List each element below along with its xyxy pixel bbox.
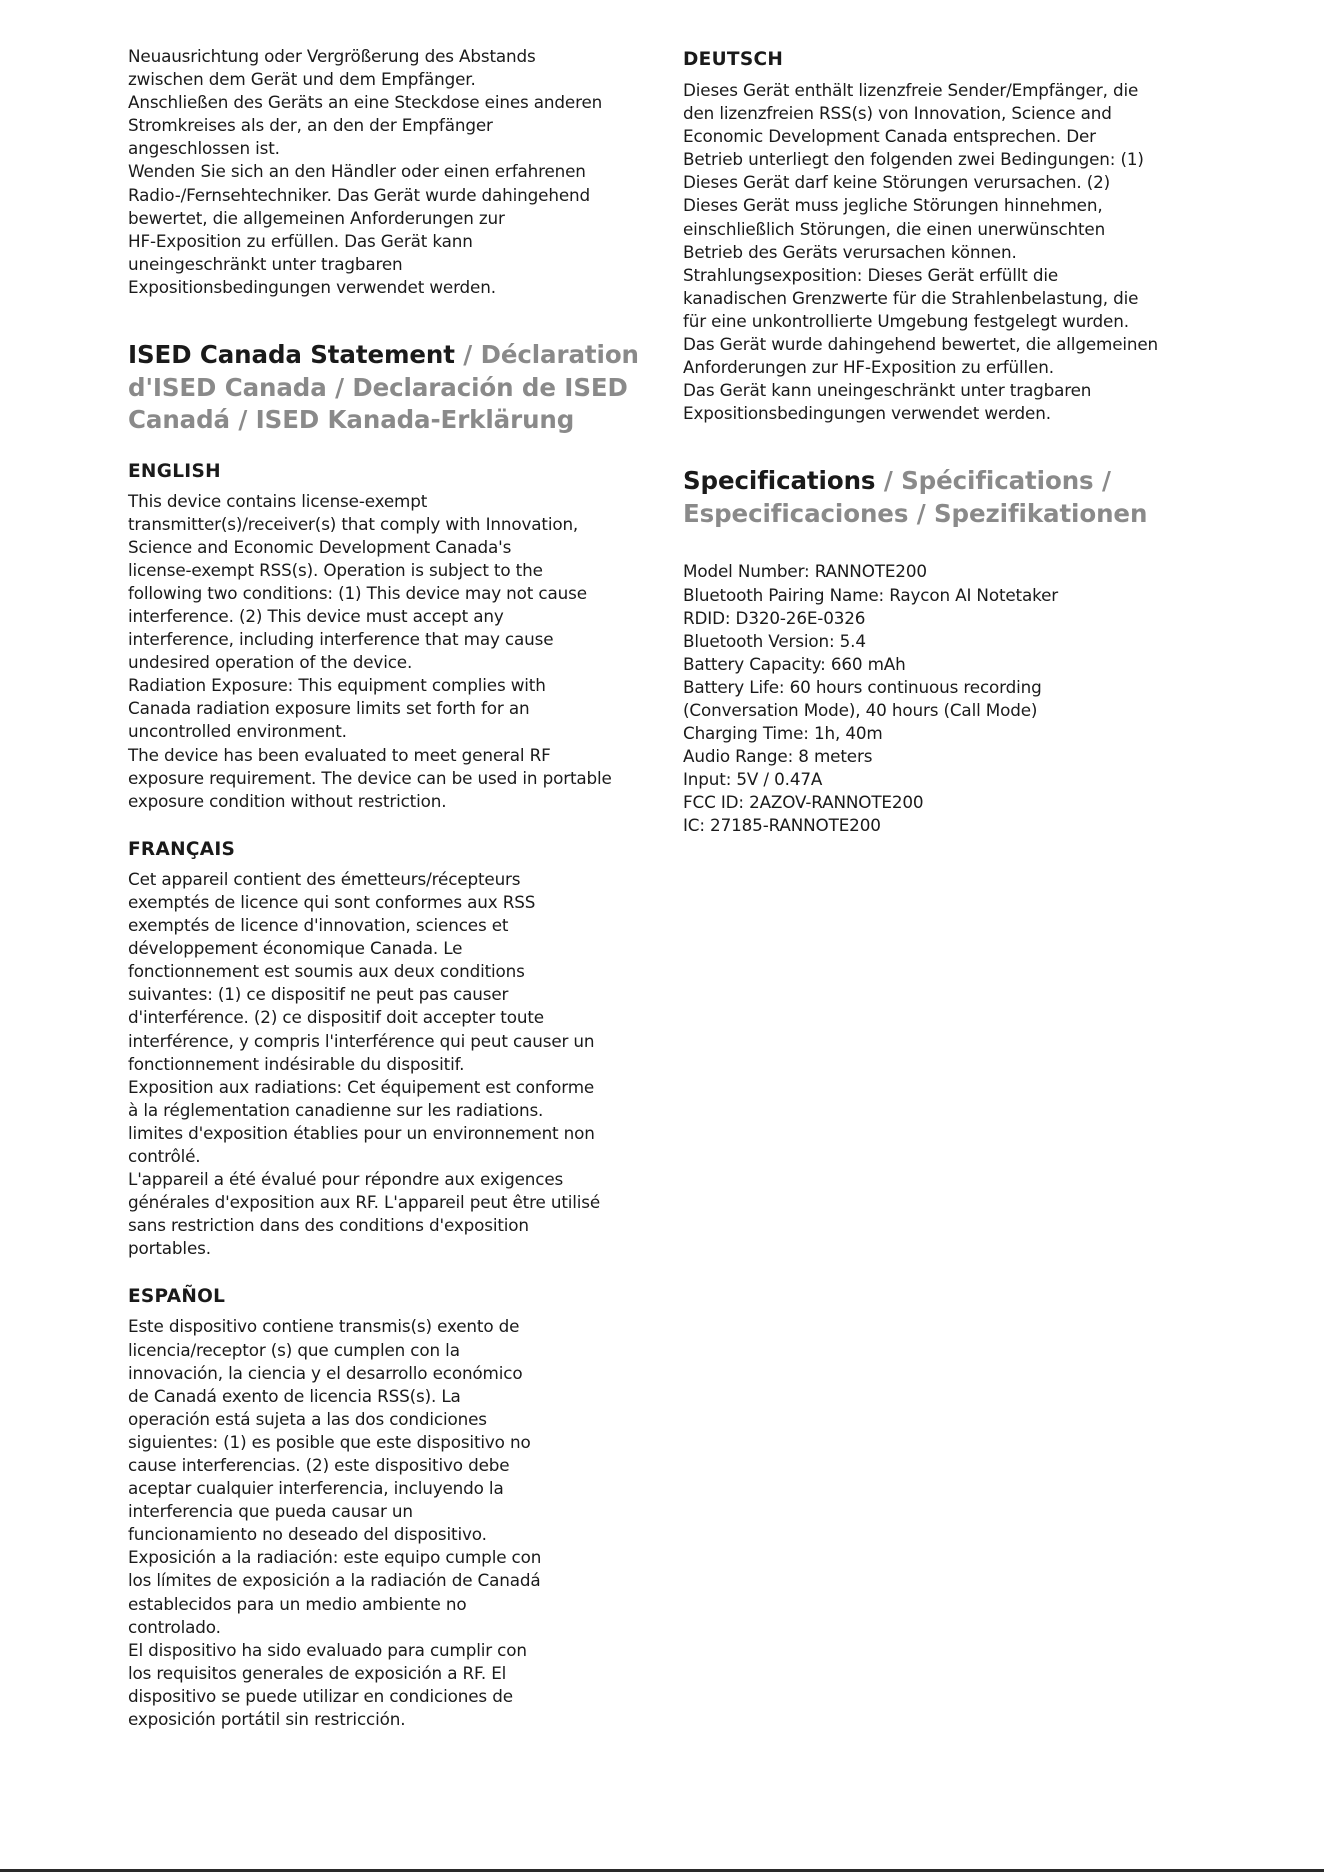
text-line: bewertet, die allgemeinen Anforderungen zur bbox=[128, 207, 505, 228]
ised-heading bbox=[128, 339, 648, 437]
ised-heading-dark: ISED Canada Statement bbox=[128, 340, 455, 370]
text-line: FCC ID: 2AZOV-RANNOTE200 bbox=[683, 792, 924, 813]
text-line: (Conversation Mode), 40 hours (Call Mode) bbox=[683, 699, 1038, 720]
text-line: für eine unkontrollierte Umgebung festgelegt wurden. bbox=[683, 310, 1129, 331]
text-line: RDID: D320-26E-0326 bbox=[683, 607, 866, 628]
english-heading: ENGLISH bbox=[128, 460, 221, 482]
text-line: IC: 27185-RANNOTE200 bbox=[683, 815, 881, 836]
text-line: Bluetooth Pairing Name: Raycon AI Notetaker bbox=[683, 584, 1059, 605]
text-line: fonctionnement est soumis aux deux conditions bbox=[128, 961, 525, 982]
text-line: Radiation Exposure: This equipment complies with bbox=[128, 675, 546, 696]
text-line: establecidos para un medio ambiente no bbox=[128, 1593, 467, 1614]
text-line: den lizenzfreien RSS(s) von Innovation, Science and bbox=[683, 103, 1112, 124]
text-line: Audio Range: 8 meters bbox=[683, 746, 873, 767]
text-line: sans restriction dans des conditions d'exposition bbox=[128, 1215, 529, 1236]
text-line: portables. bbox=[128, 1238, 211, 1259]
text-line: exposure requirement. The device can be used in portable bbox=[128, 767, 612, 788]
english-paragraph bbox=[128, 490, 648, 813]
text-line: Expositionsbedingungen verwendet werden. bbox=[683, 403, 1051, 424]
text-line: uncontrolled environment. bbox=[128, 721, 347, 742]
text-line: Bluetooth Version: 5.4 bbox=[683, 630, 866, 651]
text-line: license-exempt RSS(s). Operation is subject to the bbox=[128, 559, 543, 580]
text-line: développement économique Canada. Le bbox=[128, 938, 463, 959]
text-line: exemptés de licence d'innovation, sciences et bbox=[128, 915, 509, 936]
specs-heading-grey: / Spécifications / bbox=[875, 466, 1111, 496]
text-line: Model Number: RANNOTE200 bbox=[683, 561, 927, 582]
text-line: cause interferencias. (2) este dispositivo debe bbox=[128, 1455, 510, 1475]
text-line: aceptar cualquier interferencia, incluyendo la bbox=[128, 1478, 504, 1499]
text-line: Battery Capacity: 660 mAh bbox=[683, 653, 906, 674]
text-line: This device contains license-exempt bbox=[128, 490, 428, 511]
text-line: interference, including interference that may cause bbox=[128, 629, 554, 650]
text-line: fonctionnement indésirable du dispositif. bbox=[128, 1053, 465, 1074]
text-line: Das Gerät wurde dahingehend bewertet, die allgemeinen bbox=[683, 334, 1159, 355]
text-line: Anforderungen zur HF-Exposition zu erfüllen. bbox=[683, 357, 1054, 378]
text-line: interference. (2) This device must accept any bbox=[128, 606, 504, 626]
text-line: exposición portátil sin restricción. bbox=[128, 1709, 406, 1730]
text-line: Economic Development Canada entsprechen. Der bbox=[683, 126, 1096, 147]
text-line: transmitter(s)/receiver(s) that comply with Innovation, bbox=[128, 513, 579, 534]
text-line: undesired operation of the device. bbox=[128, 652, 413, 673]
text-line: générales d'exposition aux RF. L'appareil peut être utilisé bbox=[128, 1192, 601, 1213]
text-line: de Canadá exento de licencia RSS(s). La bbox=[128, 1385, 461, 1406]
text-line: exemptés de licence qui sont conformes aux RSS bbox=[128, 891, 536, 912]
text-line: operación está sujeta a las dos condiciones bbox=[128, 1408, 487, 1429]
text-line: uneingeschränkt unter tragbaren bbox=[128, 253, 403, 274]
text-line: limites d'exposition établies pour un environnement non bbox=[128, 1122, 595, 1143]
ised-heading-line2: d'ISED Canada / Declaración de ISED bbox=[128, 372, 628, 402]
text-line: licencia/receptor (s) que cumplen con la bbox=[128, 1339, 460, 1360]
text-line: Anschließen des Geräts an eine Steckdose eines anderen bbox=[128, 92, 603, 113]
text-line: funcionamiento no deseado del dispositivo. bbox=[128, 1524, 487, 1545]
text-line: Betrieb unterliegt den folgenden zwei Bedingungen: (1) bbox=[683, 149, 1144, 170]
ised-heading-line3: Canadá / ISED Kanada-Erklärung bbox=[128, 405, 575, 435]
ised-heading-grey: / Déclaration bbox=[454, 340, 639, 370]
text-line: interferencia que pueda causar un bbox=[128, 1501, 413, 1522]
text-line: Stromkreises als der, an den der Empfänger bbox=[128, 115, 493, 136]
left-column bbox=[128, 46, 648, 1731]
text-line: Battery Life: 60 hours continuous recording bbox=[683, 676, 1042, 697]
text-line: El dispositivo ha sido evaluado para cumplir con bbox=[128, 1639, 527, 1660]
text-line: innovación, la ciencia y el desarrollo económico bbox=[128, 1362, 523, 1383]
text-line: angeschlossen ist. bbox=[128, 138, 280, 159]
right-column bbox=[683, 46, 1203, 838]
text-line: interférence, y compris l'interférence qui peut causer un bbox=[128, 1030, 595, 1051]
deutsch-paragraph bbox=[683, 79, 1203, 425]
text-line: suivantes: (1) ce dispositif ne peut pas causer bbox=[128, 984, 509, 1005]
text-line: Das Gerät kann uneingeschränkt unter tragbaren bbox=[683, 380, 1092, 401]
text-line: Science and Economic Development Canada's bbox=[128, 536, 512, 557]
text-line: los requisitos generales de exposición a RF. El bbox=[128, 1662, 507, 1683]
text-line: kanadischen Grenzwerte für die Strahlenbelastung, die bbox=[683, 287, 1139, 308]
text-line: Wenden Sie sich an den Händler oder einen erfahrenen bbox=[128, 161, 586, 182]
text-line: L'appareil a été évalué pour répondre aux exigences bbox=[128, 1169, 564, 1190]
text-line: siguientes: (1) es posible que este dispositivo no bbox=[128, 1431, 531, 1452]
specs-list bbox=[683, 560, 1203, 837]
text-line: Input: 5V / 0.47A bbox=[683, 769, 823, 790]
text-line: Exposition aux radiations: Cet équipement est conforme bbox=[128, 1076, 595, 1097]
espanol-paragraph bbox=[128, 1315, 648, 1731]
text-line: Neuausrichtung oder Vergrößerung des Abstands bbox=[128, 46, 536, 66]
deutsch-heading: DEUTSCH bbox=[683, 49, 784, 70]
francais-paragraph bbox=[128, 868, 648, 1261]
text-line: Betrieb des Geräts verursachen können. bbox=[683, 241, 1017, 262]
text-line: à la réglementation canadienne sur les radiations. bbox=[128, 1099, 544, 1120]
espanol-heading: ESPAÑOL bbox=[128, 1286, 226, 1308]
text-line: einschließlich Störungen, die einen unerwünschten bbox=[683, 218, 1106, 239]
text-line: dispositivo se puede utilizar en condiciones de bbox=[128, 1685, 513, 1706]
text-line: Dieses Gerät enthält lizenzfreie Sender/Empfänger, die bbox=[683, 80, 1139, 100]
text-line: d'interférence. (2) ce dispositif doit accepter toute bbox=[128, 1007, 544, 1028]
text-line: Cet appareil contient des émetteurs/récepteurs bbox=[128, 868, 521, 889]
text-line: Dieses Gerät muss jegliche Störungen hinnehmen, bbox=[683, 195, 1103, 216]
text-line: Canada radiation exposure limits set forth for an bbox=[128, 698, 530, 719]
specs-heading-line2: Especificaciones / Spezifikationen bbox=[683, 498, 1148, 528]
francais-heading: FRANÇAIS bbox=[128, 838, 236, 860]
text-line: Exposición a la radiación: este equipo cumple con bbox=[128, 1547, 542, 1568]
text-line: zwischen dem Gerät und dem Empfänger. bbox=[128, 69, 476, 90]
text-line: HF-Exposition zu erfüllen. Das Gerät kann bbox=[128, 230, 473, 251]
text-line: Strahlungsexposition: Dieses Gerät erfüllt die bbox=[683, 264, 1059, 285]
text-line: contrôlé. bbox=[128, 1145, 201, 1166]
text-line: following two conditions: (1) This device may not cause bbox=[128, 582, 587, 603]
text-line: los límites de exposición a la radiación de Canadá bbox=[128, 1570, 541, 1591]
text-line: Dieses Gerät darf keine Störungen verursachen. (2) bbox=[683, 172, 1111, 193]
intro-paragraph bbox=[128, 45, 648, 299]
text-line: Charging Time: 1h, 40m bbox=[683, 723, 883, 744]
text-line: Expositionsbedingungen verwendet werden. bbox=[128, 276, 496, 297]
text-line: exposure condition without restriction. bbox=[128, 790, 447, 811]
specs-heading bbox=[683, 465, 1203, 530]
text-line: Radio-/Fernsehtechniker. Das Gerät wurde dahingehend bbox=[128, 184, 590, 205]
specs-heading-dark: Specifications bbox=[683, 466, 876, 496]
text-line: The device has been evaluated to meet general RF bbox=[128, 744, 551, 765]
text-line: controlado. bbox=[128, 1616, 221, 1637]
text-line: Este dispositivo contiene transmis(s) exento de bbox=[128, 1316, 520, 1337]
